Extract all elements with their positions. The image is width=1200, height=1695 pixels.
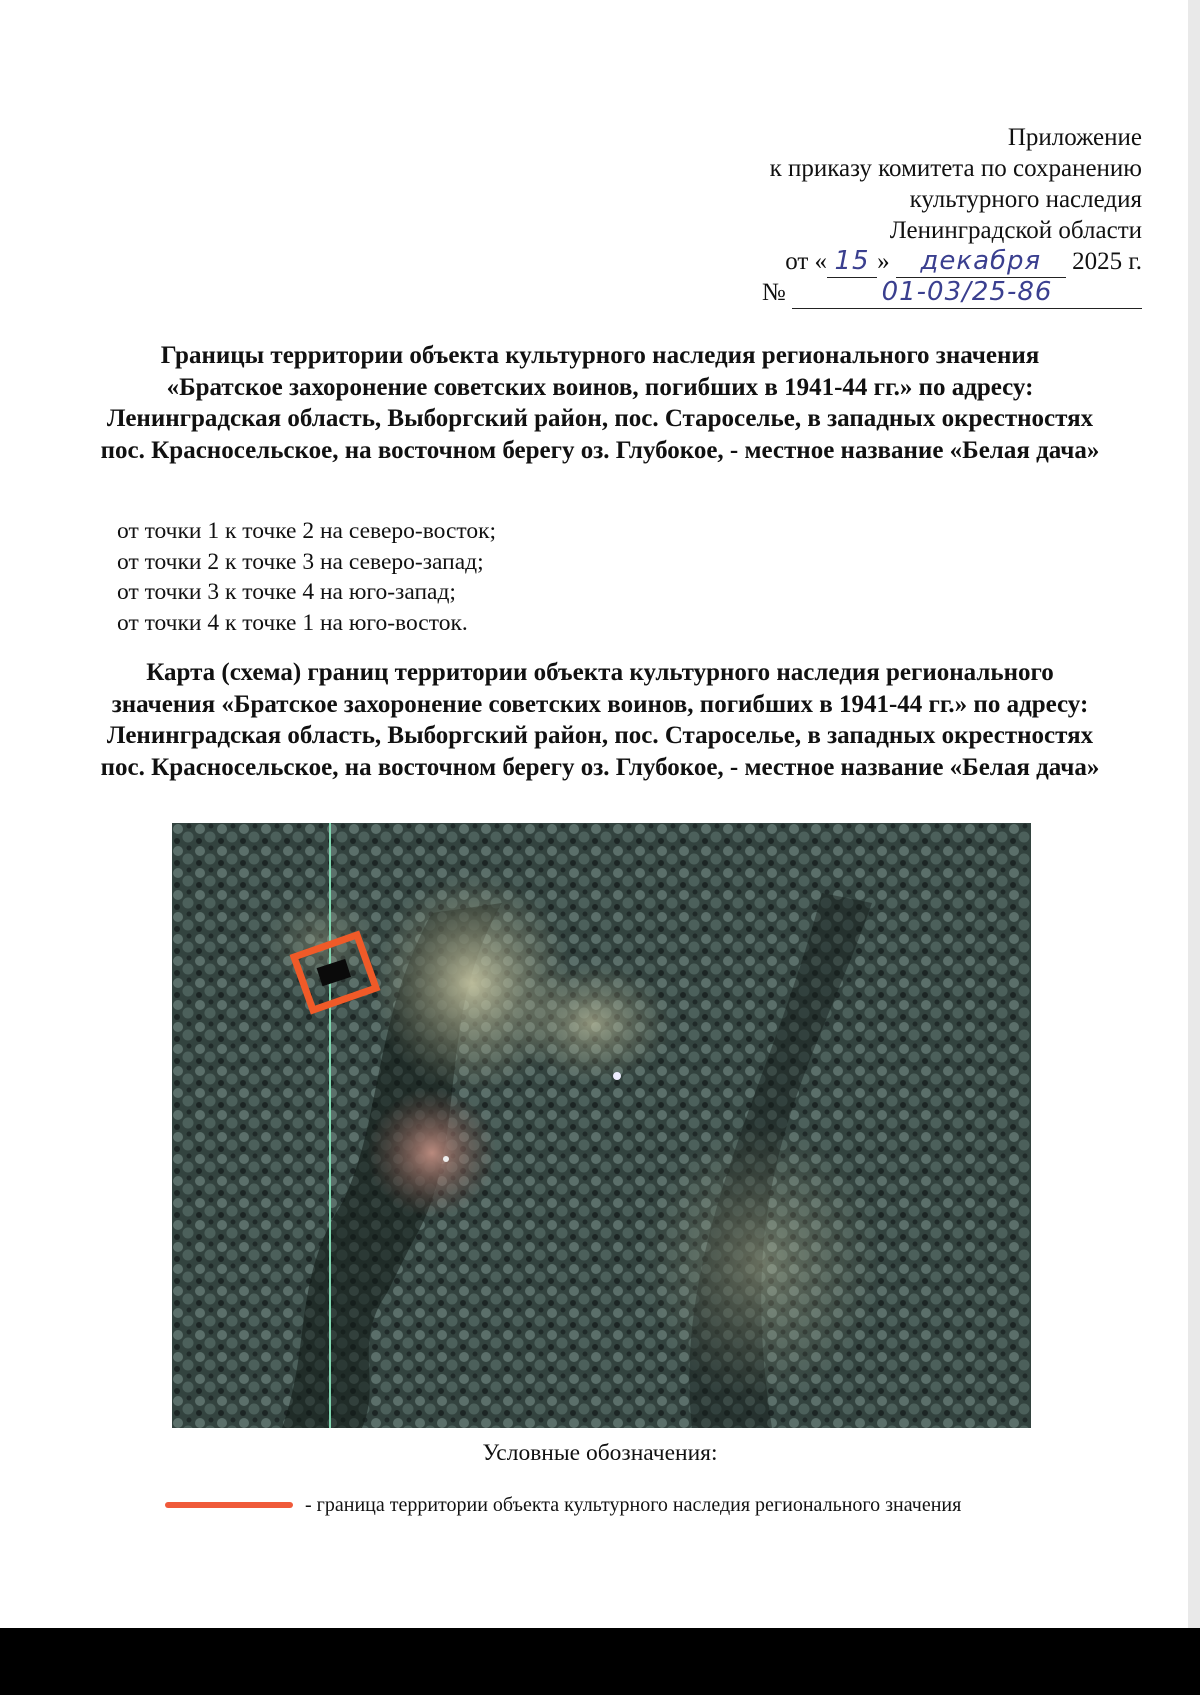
boundary-directions: [117, 516, 1017, 638]
scan-bottom-band: [0, 1628, 1200, 1695]
clearing: [512, 963, 672, 1083]
document-title: Границы территории объекта культурного наследия регионального значения «Братское захоронение советских воинов, погибших в 1941-44 гг.» по адресу: Ленинградская область, Выборгский район, пос. Староселье, в западных окрестностях пос. Красносельское, на восточном берегу оз. Глубокое, - местное название «Белая дача»: [100, 342, 1100, 464]
legend-item: [165, 1490, 1115, 1520]
legend-title: Условные обозначения:: [482, 1440, 718, 1466]
order-number: [582, 277, 1142, 308]
appendix-line: Ленинградской области: [889, 217, 1142, 244]
appendix-line: к приказу комитета по сохранению: [769, 155, 1142, 182]
direction-item: от точки 4 к точке 1 на юго-восток.: [117, 609, 468, 636]
date-year: 2025 г.: [1072, 248, 1142, 275]
order-date: [582, 246, 1142, 277]
light-spot: [613, 1072, 621, 1080]
date-day: 15: [834, 246, 870, 276]
red-patch: [367, 1088, 497, 1218]
appendix-line: Приложение: [1007, 124, 1142, 151]
number-value: 01-03/25-86: [881, 277, 1053, 307]
boundary-legend-text: - граница территории объекта культурного наследия регионального значения: [305, 1494, 962, 1516]
direction-item: от точки 1 к точке 2 на северо-восток;: [117, 518, 497, 544]
appendix-line: культурного наследия: [909, 186, 1142, 213]
appendix-header: [582, 122, 1142, 308]
map-title: Карта (схема) границ территории объекта культурного наследия регионального значения «Братское захоронение советских воинов, погибших в 1941-44 гг.» по адресу: Ленинградская область, Выборгский район, пос. Староселье, в западных окрестностях пос. Красносельское, на восточном берегу оз. Глубокое, - местное название «Белая дача»: [100, 659, 1100, 781]
direction-item: от точки 2 к точке 3 на северо-запад;: [117, 548, 484, 575]
date-mid: »: [877, 248, 890, 275]
date-prefix: от «: [785, 248, 828, 275]
number-prefix: №: [761, 279, 786, 306]
date-month: декабря: [920, 246, 1042, 276]
satellite-map-image: [172, 823, 1031, 1428]
direction-item: от точки 3 к точке 4 на юго-запад;: [117, 579, 456, 605]
clearing: [642, 1123, 882, 1403]
light-spot: [443, 1156, 449, 1162]
satellite-map: [172, 823, 1031, 1428]
boundary-legend-swatch: [165, 1502, 293, 1508]
